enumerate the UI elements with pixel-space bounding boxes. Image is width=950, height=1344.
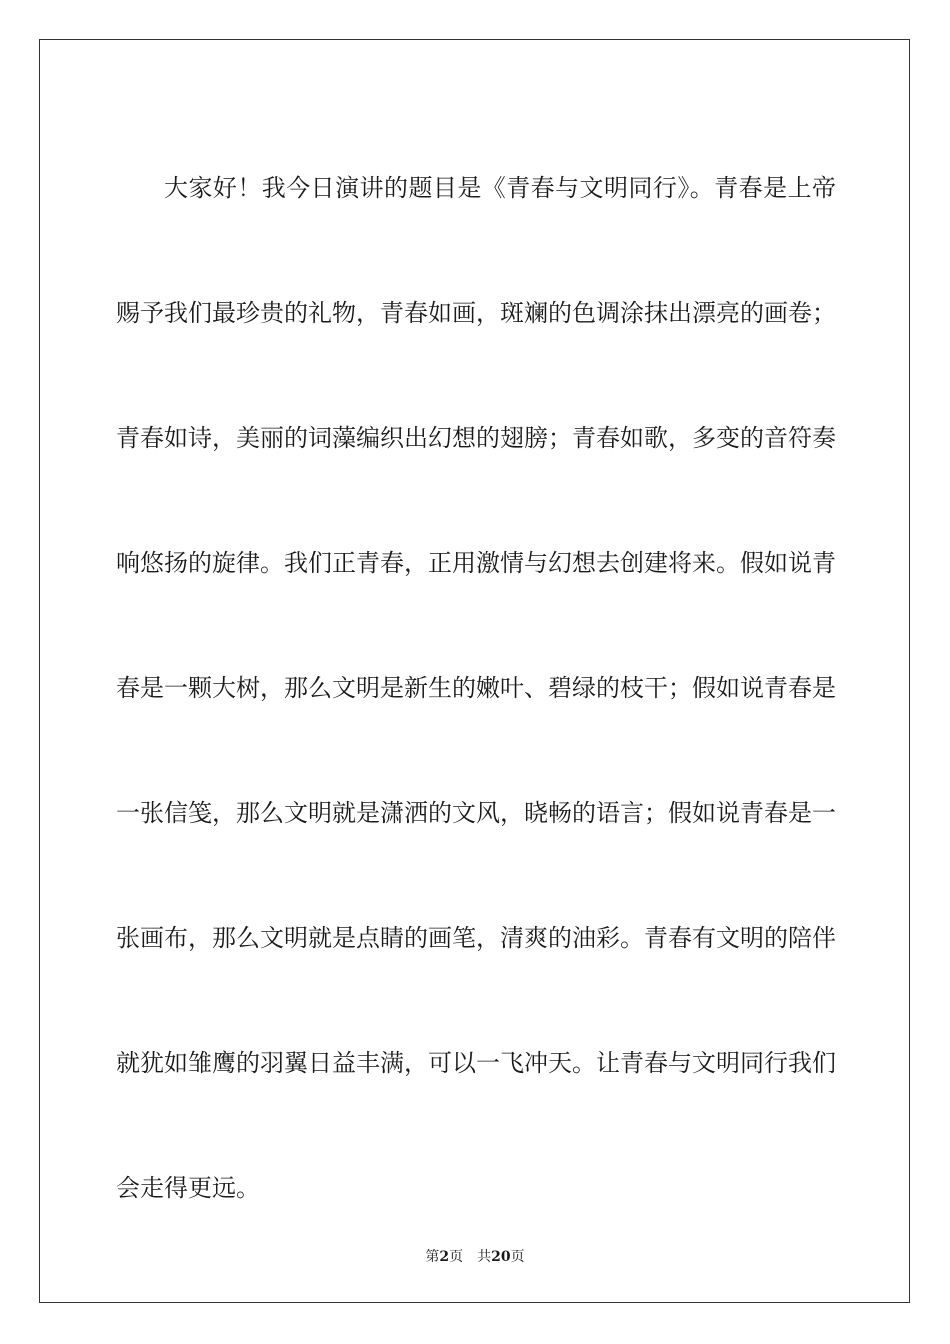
paragraph-line: 张画布，那么文明就是点睛的画笔，清爽的油彩。青春有文明的陪伴	[116, 924, 836, 952]
total-pages: 20	[491, 1249, 511, 1265]
page-prefix: 第	[425, 1249, 440, 1265]
paragraph-line: 一张信笺，那么文明就是潇洒的文风，晓畅的语言；假如说青春是一	[116, 799, 836, 827]
paragraph-line: 大家好！我今日演讲的题目是《青春与文明同行》。青春是上帝	[164, 174, 836, 202]
page-number: 2	[439, 1249, 450, 1265]
page-footer	[0, 1246, 950, 1266]
total-suffix: 页	[510, 1249, 525, 1265]
paragraph-line: 春是一颗大树，那么文明是新生的嫩叶、碧绿的枝干；假如说青春是	[116, 674, 836, 702]
paragraph-line: 赐予我们最珍贵的礼物，青春如画，斑斓的色调涂抹出漂亮的画卷；	[116, 299, 836, 327]
paragraph-line: 就犹如雏鹰的羽翼日益丰满，可以一飞冲天。让青春与文明同行我们	[116, 1049, 836, 1077]
page-suffix: 页	[449, 1249, 464, 1265]
paragraph-line-last: 会走得更远。	[116, 1174, 260, 1202]
paragraph-line: 响悠扬的旋律。我们正青春，正用激情与幻想去创建将来。假如说青	[116, 549, 836, 577]
total-prefix: 共	[477, 1249, 492, 1265]
paragraph-line: 青春如诗，美丽的词藻编织出幻想的翅膀；青春如歌，多变的音符奏	[116, 424, 836, 452]
speech-paragraph	[116, 126, 836, 1251]
